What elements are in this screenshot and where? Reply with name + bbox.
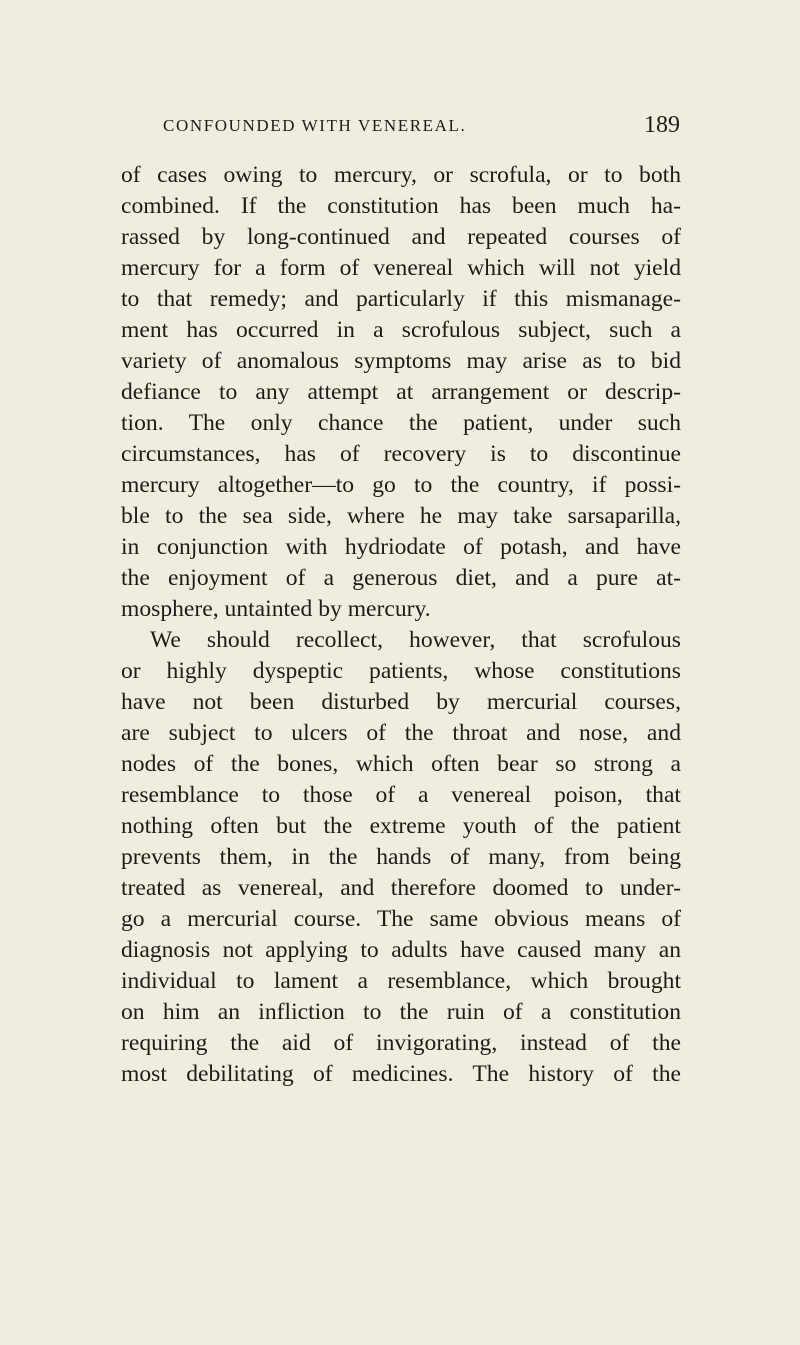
running-head-title: CONFOUNDED WITH VENEREAL.: [163, 116, 467, 135]
running-head: [163, 112, 680, 142]
text-line: to that remedy; and particularly if this mismanage-: [121, 286, 681, 312]
text-line: go a mercurial course. The same obvious means of: [121, 906, 681, 932]
text-line: the enjoyment of a generous diet, and a pure at-: [121, 565, 681, 591]
text-line: resemblance to those of a venereal poison, that: [121, 782, 681, 808]
text-line: or highly dyspeptic patients, whose constitutions: [121, 658, 681, 684]
text-line: treated as venereal, and therefore doomed to under-: [121, 875, 681, 901]
text-line: ble to the sea side, where he may take sarsaparilla,: [121, 503, 681, 529]
text-line: ment has occurred in a scrofulous subject, such a: [121, 317, 681, 343]
text-line: mercury altogether—to go to the country, if possi-: [121, 472, 681, 498]
text-line: on him an infliction to the ruin of a constitution: [121, 999, 681, 1025]
text-line: most debilitating of medicines. The history of the: [121, 1061, 681, 1087]
page-number: 189: [644, 112, 680, 138]
text-line: requiring the aid of invigorating, instead of the: [121, 1030, 681, 1056]
text-line: rassed by long-continued and repeated courses of: [121, 224, 681, 250]
text-line: are subject to ulcers of the throat and nose, and: [121, 720, 681, 746]
text-line: diagnosis not applying to adults have caused many an: [121, 937, 681, 963]
text-line: circumstances, has of recovery is to discontinue: [121, 441, 681, 467]
text-line: mercury for a form of venereal which will not yield: [121, 255, 681, 281]
text-line: nodes of the bones, which often bear so strong a: [121, 751, 681, 777]
text-line: defiance to any attempt at arrangement or descrip-: [121, 379, 681, 405]
text-line: We should recollect, however, that scrofulous: [150, 627, 681, 653]
text-line: variety of anomalous symptoms may arise as to bid: [121, 348, 681, 374]
text-line: of cases owing to mercury, or scrofula, or to both: [121, 162, 681, 188]
text-line: mosphere, untainted by mercury.: [121, 596, 431, 622]
text-line: combined. If the constitution has been much ha-: [121, 193, 681, 219]
text-line: individual to lament a resemblance, which brought: [121, 968, 681, 994]
text-line: have not been disturbed by mercurial courses,: [121, 689, 681, 715]
text-line: nothing often but the extreme youth of the patient: [121, 813, 681, 839]
text-line: in conjunction with hydriodate of potash, and have: [121, 534, 681, 560]
text-line: tion. The only chance the patient, under such: [121, 410, 681, 436]
text-line: prevents them, in the hands of many, from being: [121, 844, 681, 870]
